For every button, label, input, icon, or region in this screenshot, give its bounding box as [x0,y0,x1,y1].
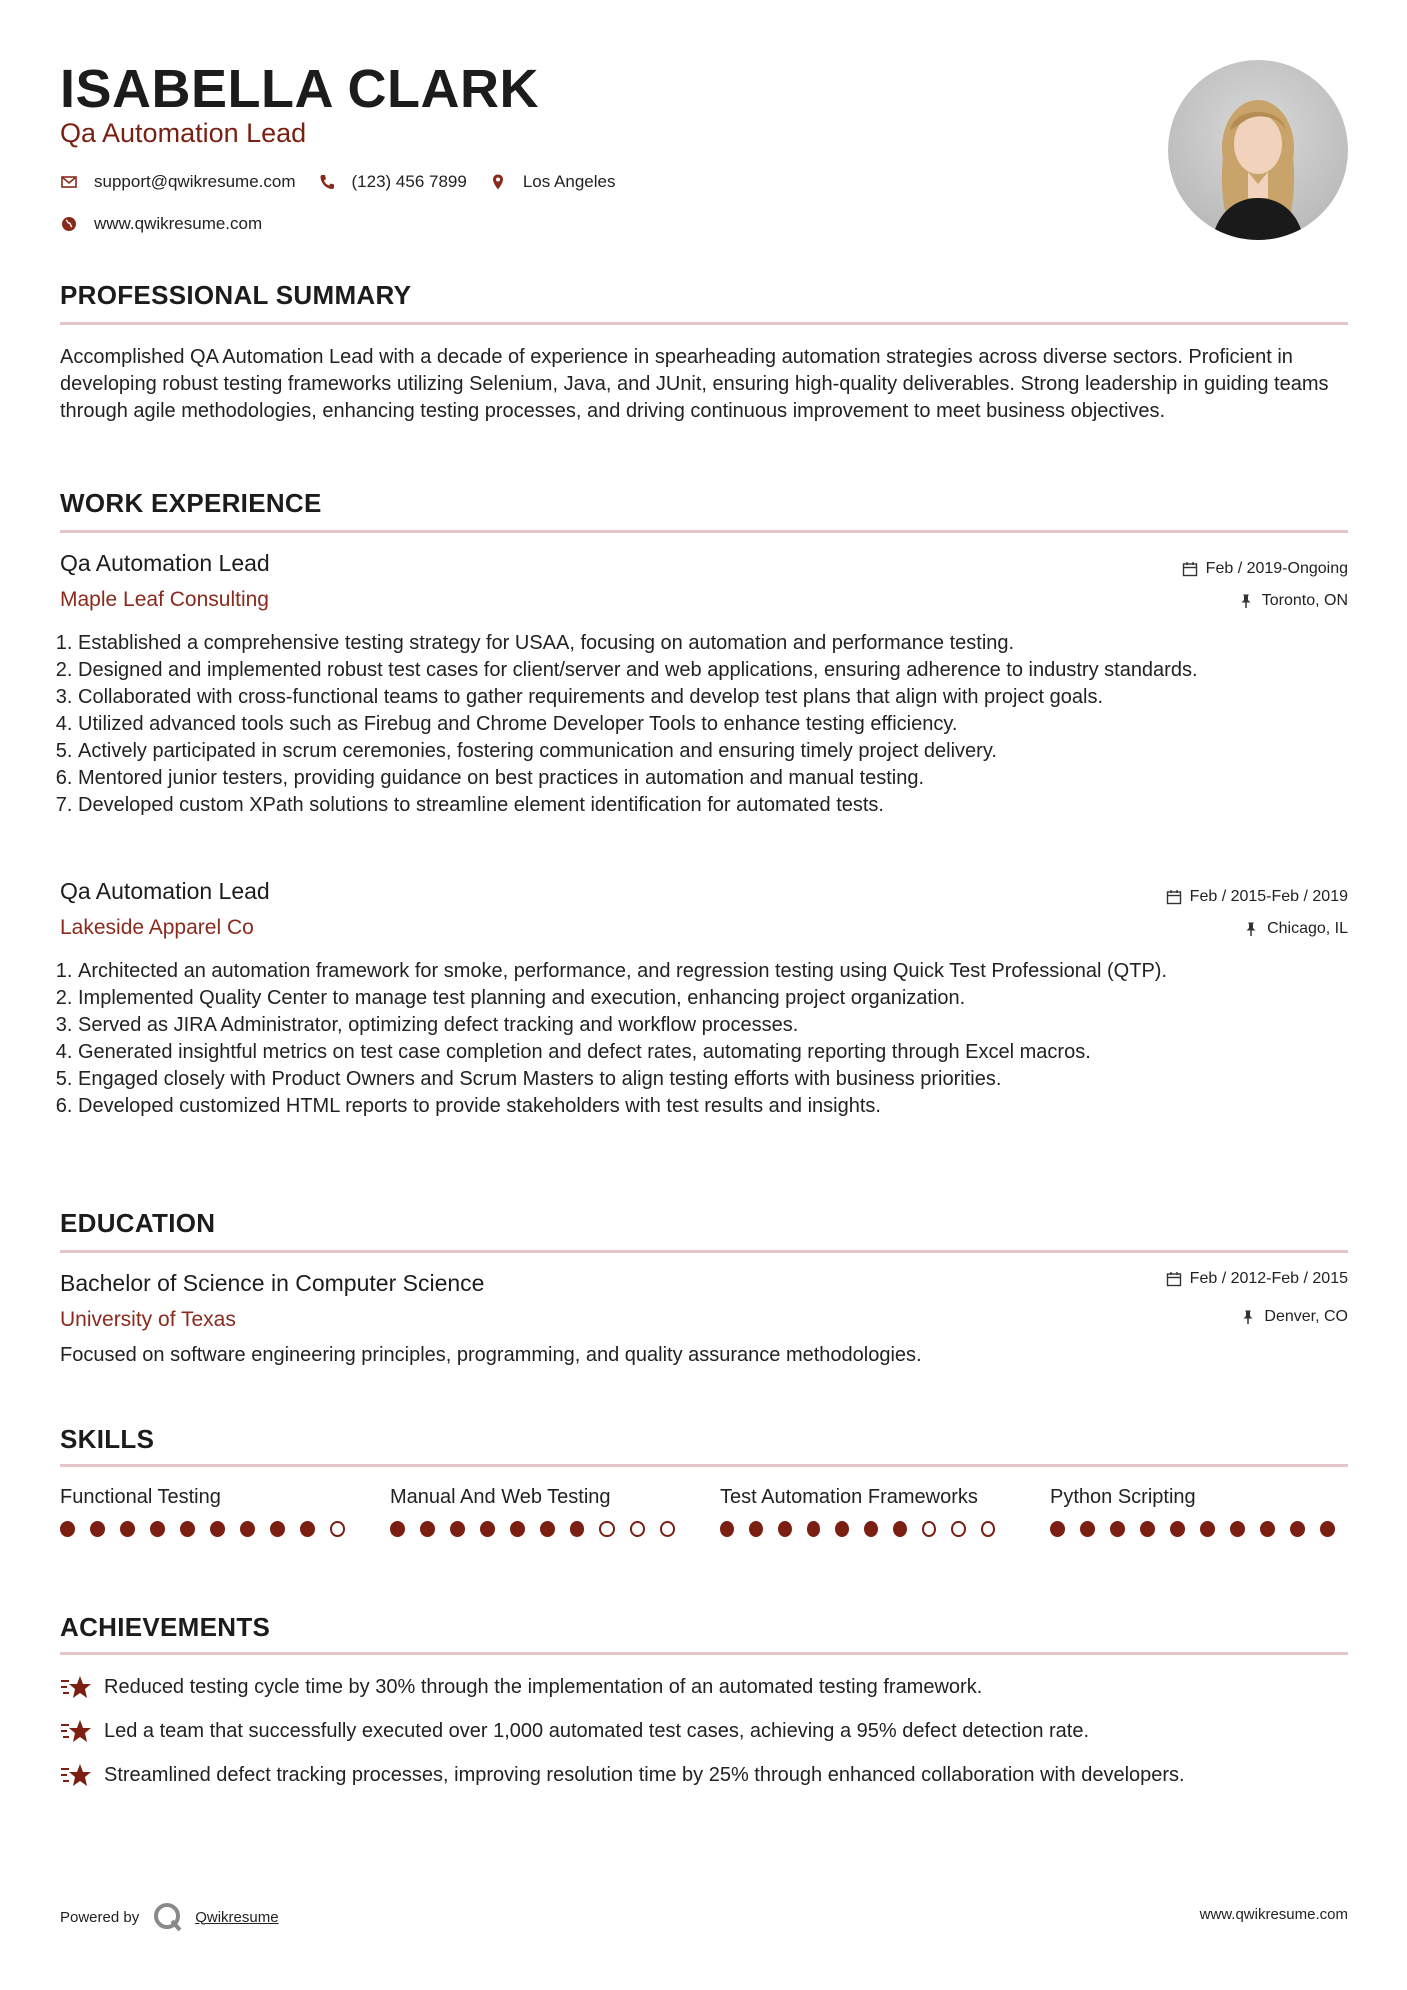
skills-heading: SKILLS [60,1424,155,1454]
job-1-location [1238,592,1348,610]
job-1-location-text: Toronto, ON [1261,592,1348,609]
skill-dot-filled [60,1521,75,1537]
skill-dot-filled [300,1521,315,1537]
education-degree: Bachelor of Science in Computer Science [60,1270,485,1296]
list-item: 2. Implemented Quality Center to manage test planning and execution, enhancing project organization. [78,985,1348,1012]
contact-row-2 [60,214,284,234]
education-dates [1166,1270,1348,1288]
list-item: 5. Actively participated in scrum ceremonies, fostering communication and ensuring timely project delivery. [78,738,1348,765]
skill-2 [390,1484,690,1537]
list-item: 4. Utilized advanced tools such as Firebug and Chrome Developer Tools to enhance testing efficiency. [78,711,1348,738]
education-divider [60,1250,1348,1253]
skill-dot-filled [1110,1521,1125,1537]
skill-dot-filled [420,1521,435,1537]
achievement-item-3 [60,1762,1348,1790]
job-2-company: Lakeside Apparel Co [60,916,254,939]
skill-dot-filled [270,1521,285,1537]
achievements-heading: ACHIEVEMENTS [60,1612,271,1642]
job-2-bullets [60,958,1348,1120]
list-item: 1. Established a comprehensive testing strategy for USAA, focusing on automation and performance testing. [78,630,1348,657]
achievements-divider [60,1652,1348,1655]
pushpin-icon [1238,593,1254,609]
skill-dot-filled [720,1521,734,1537]
candidate-role: Qa Automation Lead [60,118,307,148]
skills-divider [60,1464,1348,1467]
list-item: 6. Mentored junior testers, providing guidance on best practices in automation and manual testing. [78,765,1348,792]
list-item: 6. Developed customized HTML reports to provide stakeholders with test results and insights. [78,1093,1348,1120]
education-school: University of Texas [60,1308,236,1331]
skill-dot-empty [599,1521,614,1537]
job-1-bullets [60,630,1348,819]
skill-dot-filled [893,1521,907,1537]
skill-2-rating [390,1521,690,1537]
job-1-title: Qa Automation Lead [60,550,270,576]
qwikresume-logo-icon [151,1900,185,1934]
skill-dot-filled [510,1521,525,1537]
skill-1-label: Functional Testing [60,1486,221,1508]
skill-dot-filled [120,1521,135,1537]
skill-dot-filled [450,1521,465,1537]
location-pin-icon [489,173,507,191]
experience-heading: WORK EXPERIENCE [60,488,322,518]
globe-icon [60,215,78,233]
experience-divider [60,530,1348,533]
achievement-item-2 [60,1718,1348,1746]
summary-heading: PROFESSIONAL SUMMARY [60,280,412,310]
website-link[interactable]: www.qwikresume.com [94,214,263,233]
job-2-location [1243,920,1348,938]
skill-dot-filled [1170,1521,1185,1537]
skill-dot-filled [835,1521,849,1537]
award-star-icon [60,1762,92,1790]
skill-4-rating [1050,1521,1350,1537]
skill-dot-filled [1230,1521,1245,1537]
pushpin-icon [1240,1309,1256,1325]
education-dates-text: Feb / 2012-Feb / 2015 [1189,1270,1348,1287]
skill-dot-filled [540,1521,555,1537]
list-item: 5. Engaged closely with Product Owners and Scrum Masters to align testing efforts with business priorities. [78,1066,1348,1093]
footer-powered-by [60,1900,279,1934]
skill-dot-empty [630,1521,645,1537]
phone-number: (123) 456 7899 [351,172,467,191]
skill-dot-filled [90,1521,105,1537]
skill-dot-filled [749,1521,763,1537]
job-2-title: Qa Automation Lead [60,878,270,904]
calendar-icon [1166,1271,1182,1287]
skill-dot-filled [1260,1521,1275,1537]
list-item: 2. Designed and implemented robust test cases for client/server and web applications, ensuring adherence to industry standards. [78,657,1348,684]
phone-icon [318,173,336,191]
skill-dot-filled [180,1521,195,1537]
skill-dot-empty [660,1521,675,1537]
skill-4 [1050,1484,1350,1537]
skill-3-label: Test Automation Frameworks [720,1486,978,1508]
education-location [1240,1308,1348,1326]
candidate-name: ISABELLA CLARK [60,59,539,119]
education-heading: EDUCATION [60,1208,216,1238]
skill-dot-filled [480,1521,495,1537]
calendar-icon [1166,889,1182,905]
achievement-text-1: Reduced testing cycle time by 30% through the implementation of an automated testing framework. [104,1676,983,1698]
award-star-icon [60,1674,92,1702]
skill-2-label: Manual And Web Testing [390,1486,611,1508]
job-2-location-text: Chicago, IL [1267,920,1348,937]
skill-dot-filled [150,1521,165,1537]
skill-dot-filled [1080,1521,1095,1537]
skill-dot-empty [330,1521,345,1537]
email-link[interactable]: support@qwikresume.com [94,172,296,191]
qwikresume-link[interactable]: Qwikresume [195,1908,279,1926]
job-1-company: Maple Leaf Consulting [60,588,269,611]
calendar-icon [1182,561,1198,577]
education-location-text: Denver, CO [1264,1308,1348,1325]
skill-1-rating [60,1521,360,1537]
powered-by-text: Powered by [60,1908,140,1926]
skill-dot-filled [210,1521,225,1537]
summary-text: Accomplished QA Automation Lead with a decade of experience in spearheading automation strategies across diverse sectors. Proficient in developing robust testing frameworks utilizing Selenium, Java, and JUnit, ensuring high-quality deliverables. Strong leadership in guiding teams through agile methodologies, enhancing testing processes, and driving continuous improvement to meet business objectives. [60,346,1329,422]
skill-4-label: Python Scripting [1050,1486,1196,1508]
achievement-item-1 [60,1674,1348,1702]
list-item: 3. Collaborated with cross-functional teams to gather requirements and develop test plans that align with project goals. [78,684,1348,711]
list-item: 1. Architected an automation framework for smoke, performance, and regression testing using Quick Test Professional (QTP). [78,958,1348,985]
skill-dot-filled [1200,1521,1215,1537]
skill-3-rating [720,1521,1010,1537]
award-star-icon [60,1718,92,1746]
skill-dot-filled [864,1521,878,1537]
pushpin-icon [1243,921,1259,937]
skill-dot-filled [1290,1521,1305,1537]
footer-website[interactable]: www.qwikresume.com [1199,1906,1348,1923]
job-1-dates [1182,560,1348,578]
skill-dot-filled [1320,1521,1335,1537]
skill-dot-empty [981,1521,995,1537]
list-item: 7. Developed custom XPath solutions to streamline element identification for automated tests. [78,792,1348,819]
profile-photo-image [1168,60,1348,240]
contact-row-1 [60,172,637,192]
skill-dot-empty [922,1521,936,1537]
list-item: 4. Generated insightful metrics on test case completion and defect rates, automating reporting through Excel macros. [78,1039,1348,1066]
skill-dot-filled [240,1521,255,1537]
skill-dot-filled [570,1521,585,1537]
job-1-dates-text: Feb / 2019-Ongoing [1205,560,1348,577]
skill-dot-filled [1140,1521,1155,1537]
skill-dot-empty [951,1521,965,1537]
achievement-text-2: Led a team that successfully executed over 1,000 automated test cases, achieving a 95% defect detection rate. [104,1720,1090,1742]
job-2-dates-text: Feb / 2015-Feb / 2019 [1189,888,1348,905]
achievement-text-3: Streamlined defect tracking processes, improving resolution time by 25% through enhanced collaboration with developers. [104,1764,1185,1786]
profile-photo [1168,60,1348,240]
summary-divider [60,322,1348,325]
skill-dot-filled [1050,1521,1065,1537]
list-item: 3. Served as JIRA Administrator, optimizing defect tracking and workflow processes. [78,1012,1348,1039]
education-description: Focused on software engineering principles, programming, and quality assurance methodologies. [60,1344,922,1366]
skill-dot-filled [807,1521,821,1537]
location-text: Los Angeles [522,172,616,191]
skill-dot-filled [390,1521,405,1537]
skill-dot-filled [778,1521,792,1537]
skill-3 [720,1484,1010,1537]
email-icon [60,173,78,191]
job-2-dates [1166,888,1348,906]
skill-1 [60,1484,360,1537]
